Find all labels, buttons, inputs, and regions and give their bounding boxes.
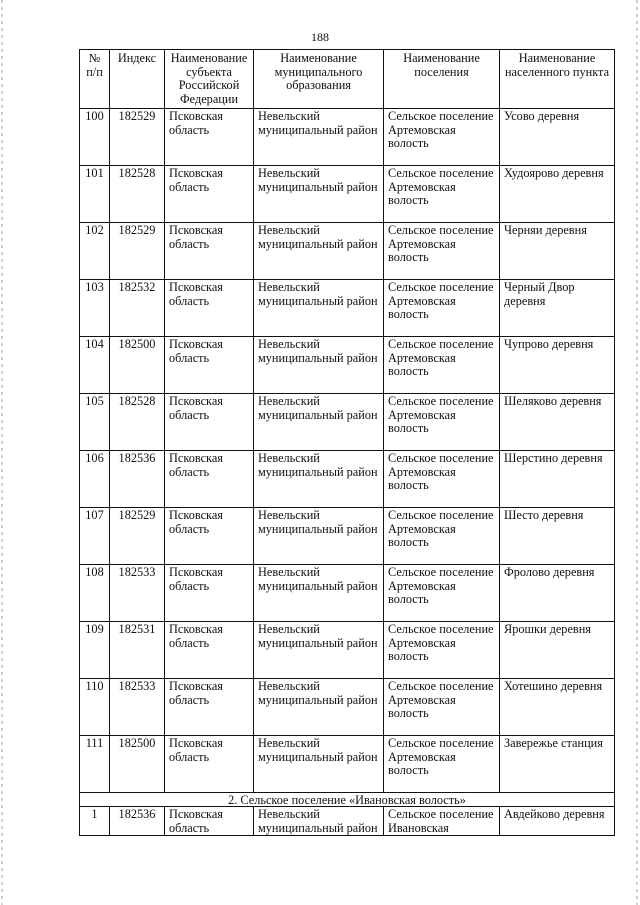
cell-index: 182529 — [110, 109, 165, 166]
cell-number: 1 — [80, 807, 110, 836]
cell-index: 182529 — [110, 223, 165, 280]
header-municipality: Наименование муниципального образования — [254, 50, 384, 109]
cell-settlement: Сельское поселение Артемовская волость — [384, 736, 500, 793]
cell-number: 102 — [80, 223, 110, 280]
cell-municipality: Невельский муниципальный район — [254, 622, 384, 679]
table-row — [80, 508, 615, 565]
header-subject: Наименование субъекта Российской Федерации — [165, 50, 254, 109]
cell-index: 182528 — [110, 166, 165, 223]
cell-index: 182533 — [110, 679, 165, 736]
cell-locality: Шерстино деревня — [500, 451, 615, 508]
cell-subject: Псковская область — [165, 736, 254, 793]
cell-number: 106 — [80, 451, 110, 508]
cell-municipality: Невельский муниципальный район — [254, 166, 384, 223]
cell-subject: Псковская область — [165, 109, 254, 166]
table-body — [80, 109, 615, 836]
cell-municipality: Невельский муниципальный район — [254, 223, 384, 280]
cell-locality: Черняи деревня — [500, 223, 615, 280]
table-row — [80, 394, 615, 451]
cell-locality: Авдейково деревня — [500, 807, 615, 836]
cell-index: 182532 — [110, 280, 165, 337]
cell-number: 107 — [80, 508, 110, 565]
cell-municipality: Невельский муниципальный район — [254, 337, 384, 394]
cell-settlement: Сельское поселение Артемовская волость — [384, 394, 500, 451]
cell-index: 182528 — [110, 394, 165, 451]
cell-settlement: Сельское поселение Артемовская волость — [384, 565, 500, 622]
cell-locality: Чупрово деревня — [500, 337, 615, 394]
registry-table — [79, 49, 615, 836]
cell-number: 103 — [80, 280, 110, 337]
cell-locality: Завережье станция — [500, 736, 615, 793]
cell-subject: Псковская область — [165, 679, 254, 736]
cell-subject: Псковская область — [165, 166, 254, 223]
section-title: 2. Сельское поселение «Ивановская волость» — [80, 793, 615, 807]
table-row — [80, 451, 615, 508]
cell-index: 182536 — [110, 451, 165, 508]
table-row — [80, 736, 615, 793]
cell-number: 101 — [80, 166, 110, 223]
cell-subject: Псковская область — [165, 394, 254, 451]
cell-settlement: Сельское поселение Артемовская волость — [384, 337, 500, 394]
cell-municipality: Невельский муниципальный район — [254, 109, 384, 166]
cell-subject: Псковская область — [165, 337, 254, 394]
cell-municipality: Невельский муниципальный район — [254, 736, 384, 793]
cell-index: 182500 — [110, 736, 165, 793]
scan-right-edge — [636, 0, 638, 905]
header-settlement: Наименование поселения — [384, 50, 500, 109]
cell-number: 108 — [80, 565, 110, 622]
cell-settlement: Сельское поселение Артемовская волость — [384, 223, 500, 280]
cell-municipality: Невельский муниципальный район — [254, 394, 384, 451]
cell-locality: Худоярово деревня — [500, 166, 615, 223]
cell-settlement: Сельское поселение Артемовская волость — [384, 166, 500, 223]
cell-number: 104 — [80, 337, 110, 394]
cell-locality: Усово деревня — [500, 109, 615, 166]
header-locality: Наименование населенного пункта — [500, 50, 615, 109]
cell-locality: Хотешино деревня — [500, 679, 615, 736]
table-row — [80, 622, 615, 679]
cell-number: 110 — [80, 679, 110, 736]
cell-municipality: Невельский муниципальный район — [254, 451, 384, 508]
table-row — [80, 679, 615, 736]
cell-subject: Псковская область — [165, 508, 254, 565]
cell-locality: Шеляково деревня — [500, 394, 615, 451]
cell-subject: Псковская область — [165, 807, 254, 836]
table-row — [80, 223, 615, 280]
cell-subject: Псковская область — [165, 622, 254, 679]
cell-subject: Псковская область — [165, 280, 254, 337]
cell-index: 182536 — [110, 807, 165, 836]
cell-subject: Псковская область — [165, 223, 254, 280]
cell-locality: Черный Двор деревня — [500, 280, 615, 337]
table-row — [80, 109, 615, 166]
header-index: Индекс — [110, 50, 165, 109]
cell-settlement: Сельское поселение Артемовская волость — [384, 622, 500, 679]
cell-number: 111 — [80, 736, 110, 793]
table-row — [80, 166, 615, 223]
cell-municipality: Невельский муниципальный район — [254, 565, 384, 622]
cell-number: 109 — [80, 622, 110, 679]
cell-municipality: Невельский муниципальный район — [254, 508, 384, 565]
cell-index: 182500 — [110, 337, 165, 394]
cell-index: 182531 — [110, 622, 165, 679]
cell-settlement: Сельское поселение Артемовская волость — [384, 280, 500, 337]
cell-municipality: Невельский муниципальный район — [254, 280, 384, 337]
cell-subject: Псковская область — [165, 565, 254, 622]
table-row — [80, 337, 615, 394]
cell-locality: Ярошки деревня — [500, 622, 615, 679]
header-number: № п/п — [80, 50, 110, 109]
cell-settlement: Сельское поселение Артемовская волость — [384, 508, 500, 565]
cell-settlement: Сельское поселение Артемовская волость — [384, 451, 500, 508]
table-row — [80, 807, 615, 836]
cell-index: 182529 — [110, 508, 165, 565]
table-row — [80, 280, 615, 337]
cell-locality: Шесто деревня — [500, 508, 615, 565]
cell-number: 100 — [80, 109, 110, 166]
cell-municipality: Невельский муниципальный район — [254, 807, 384, 836]
cell-number: 105 — [80, 394, 110, 451]
cell-settlement: Сельское поселение Артемовская волость — [384, 109, 500, 166]
section-row — [80, 793, 615, 807]
page-number: 188 — [311, 30, 329, 44]
cell-settlement: Сельское поселение Артемовская волость — [384, 679, 500, 736]
cell-locality: Фролово деревня — [500, 565, 615, 622]
cell-index: 182533 — [110, 565, 165, 622]
scan-left-edge — [1, 0, 3, 905]
cell-municipality: Невельский муниципальный район — [254, 679, 384, 736]
table-row — [80, 565, 615, 622]
cell-settlement: Сельское поселение Ивановская — [384, 807, 500, 836]
header-row — [80, 50, 615, 109]
cell-subject: Псковская область — [165, 451, 254, 508]
